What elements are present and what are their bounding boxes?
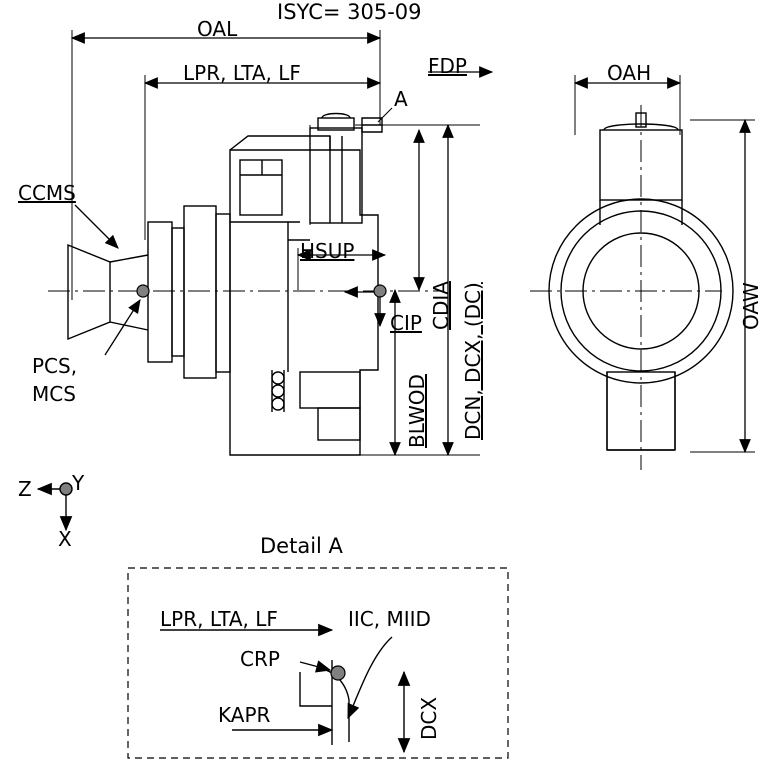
label-kapr: KAPR <box>218 703 271 727</box>
axis-label-x: X <box>58 527 72 551</box>
label-crp: CRP <box>240 647 280 671</box>
label-hsup: HSUP <box>300 239 355 263</box>
label-dcn-dcx-dc: DCN, DCX, (DC) <box>461 282 485 440</box>
label-oah: OAH <box>607 61 652 85</box>
label-dcx: DCX <box>417 696 441 740</box>
drawing-title: ISYC= 305-09 <box>277 0 422 24</box>
label-ccms: CCMS <box>18 181 76 205</box>
detail-a-geometry <box>160 630 404 752</box>
axis-triad <box>38 483 72 530</box>
label-cdia: CDIA <box>429 281 453 330</box>
label-fdp: FDP <box>428 54 467 78</box>
detail-marker-a: A <box>394 87 408 111</box>
axis-label-y: Y <box>72 471 85 495</box>
axis-label-z: Z <box>18 477 32 501</box>
label-pcs: PCS, <box>32 354 78 378</box>
reference-point-pcs <box>137 285 149 297</box>
tool-side-view <box>68 114 382 456</box>
label-blwod: BLWOD <box>405 374 429 448</box>
reference-point-cip <box>374 285 386 297</box>
detail-a-title: Detail A <box>260 534 343 558</box>
label-oaw: OAW <box>739 282 763 330</box>
label-mcs: MCS <box>32 382 76 406</box>
label-lpr-lta-lf: LPR, LTA, LF <box>183 61 301 85</box>
label-iic-miid: IIC, MIID <box>348 607 431 631</box>
label-oal: OAL <box>197 17 238 41</box>
label-cip: CIP <box>390 311 422 335</box>
label-lpr-lta-lf-detail: LPR, LTA, LF <box>160 607 278 631</box>
